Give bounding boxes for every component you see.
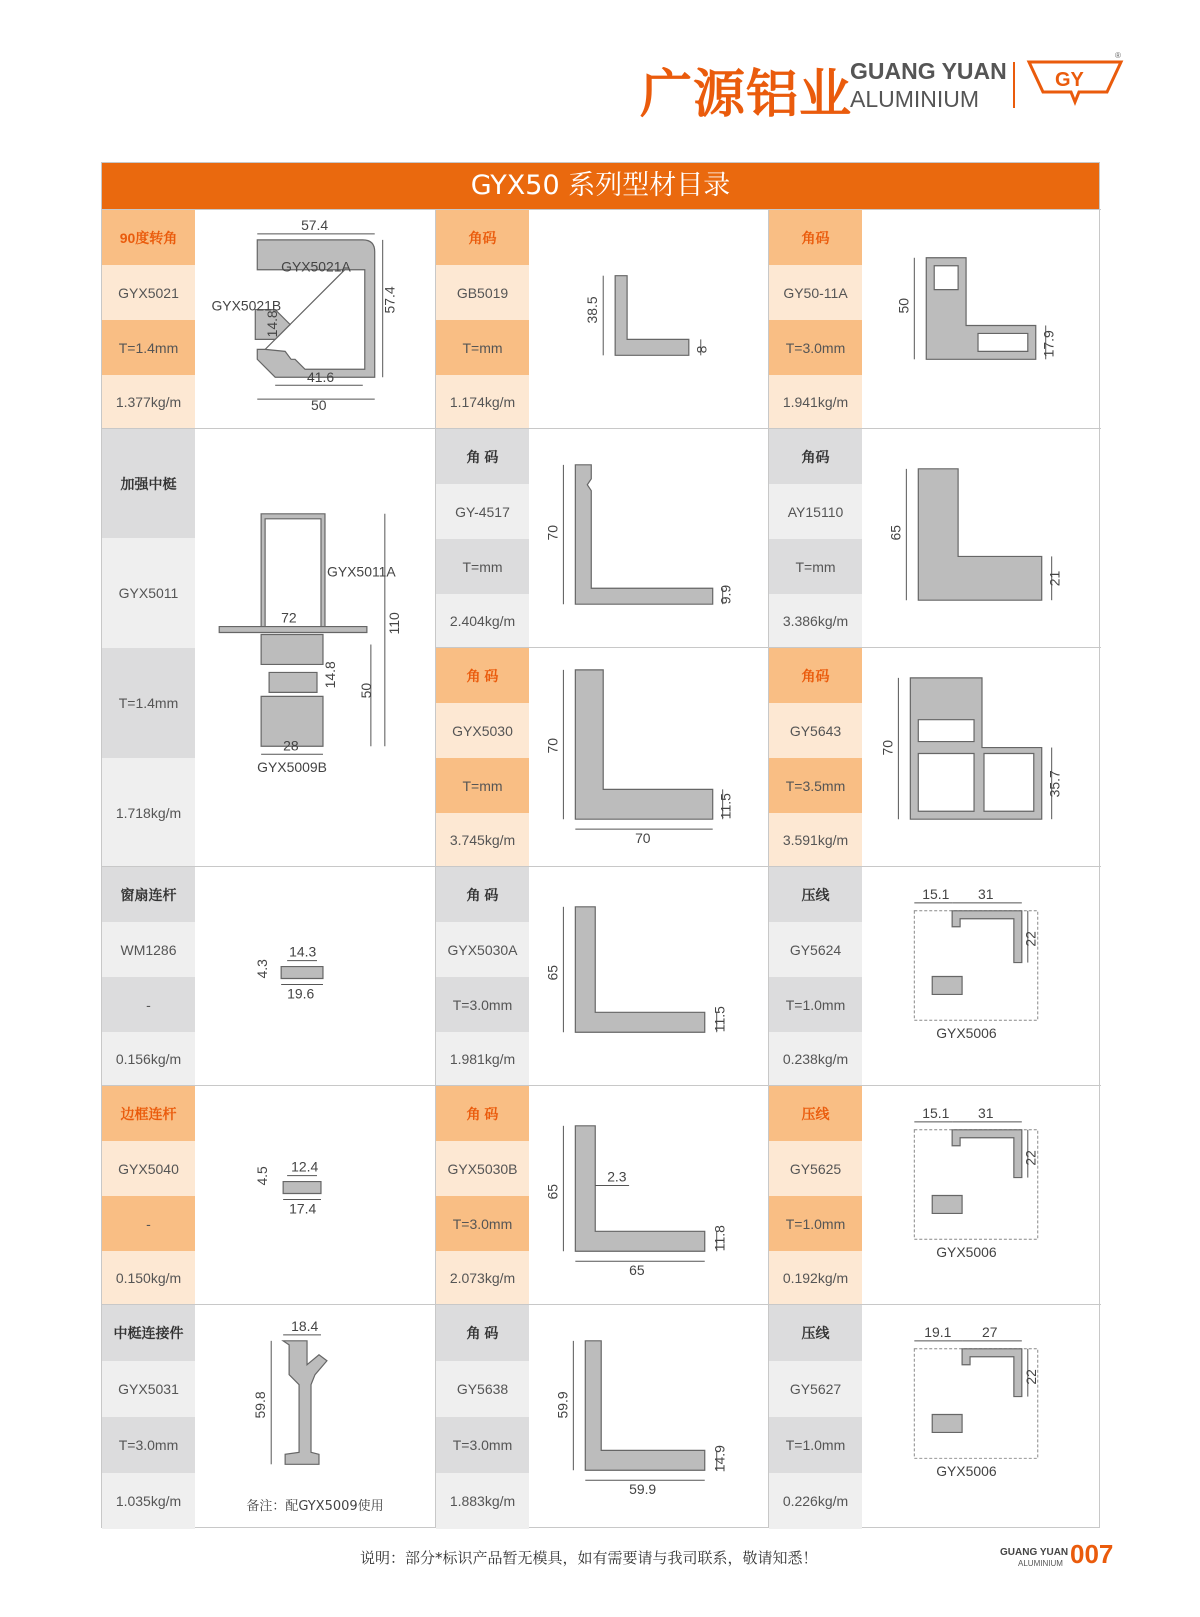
dim-label: GYX5006	[936, 1244, 997, 1261]
profile-thickness: T=mm	[769, 539, 862, 594]
profile-note: 备注：配GYX5009使用	[246, 1499, 384, 1514]
dim-label: 59.9	[554, 1391, 571, 1419]
dim-label: 72	[281, 609, 297, 626]
profile-drawing	[862, 210, 1102, 428]
profile-drawing	[862, 1305, 1102, 1528]
dim-label: 41.6	[307, 369, 335, 386]
profile-drawing	[529, 210, 769, 428]
catalog-table	[101, 162, 1100, 1528]
profile-name: 角 码	[436, 867, 529, 922]
dim-label: 59.9	[629, 1481, 657, 1498]
dim-label: 11.8	[711, 1225, 728, 1252]
dim-label: 4.3	[254, 959, 271, 979]
dim-label: 57.4	[381, 286, 398, 314]
profile-thickness: T=3.0mm	[102, 1417, 195, 1473]
profile-name: 角 码	[436, 648, 529, 703]
profile-thickness: T=mm	[436, 320, 529, 375]
dim-label: 8	[693, 345, 710, 354]
registered-mark: ®	[1115, 52, 1121, 60]
dim-label: 59.8	[252, 1391, 269, 1419]
profile-name: 角码	[769, 648, 862, 703]
dim-label: 15.1	[922, 885, 950, 902]
dim-label: 70	[879, 740, 896, 756]
dim-label: 4.5	[254, 1166, 271, 1186]
dim-label: 15.1	[922, 1104, 950, 1121]
logo-text: GY	[1055, 69, 1084, 91]
profile-drawing	[862, 1086, 1102, 1304]
profile-code: GY50-11A	[769, 265, 862, 320]
catalog-cell-corner-gy5638	[435, 1304, 768, 1528]
profile-drawing	[862, 429, 1102, 647]
dim-label: 11.5	[711, 1006, 728, 1033]
profile-drawing	[195, 429, 435, 866]
profile-name: 角 码	[436, 1086, 529, 1141]
profile-name: 压线	[769, 867, 862, 922]
brand-divider	[1013, 62, 1015, 108]
profile-weight: 1.883kg/m	[436, 1473, 529, 1529]
brand-logo-icon	[1025, 52, 1125, 112]
dim-label: 14.3	[289, 943, 317, 960]
footer-brand-line2: ALUMINIUM	[1018, 1559, 1063, 1568]
dim-label: 12.4	[291, 1158, 319, 1175]
profile-thickness: -	[102, 1196, 195, 1251]
profile-drawing	[195, 1086, 435, 1304]
profile-name: 加强中梃	[102, 429, 195, 538]
dim-label: 14.8	[264, 310, 281, 338]
profile-code: AY15110	[769, 484, 862, 539]
profile-weight: 0.156kg/m	[102, 1032, 195, 1086]
catalog-title: GYX50 系列型材目录	[102, 163, 1099, 209]
dim-label: GYX5021A	[281, 258, 351, 275]
dim-label: 22	[1022, 1369, 1039, 1385]
profile-code: WM1286	[102, 922, 195, 977]
profile-weight: 3.386kg/m	[769, 594, 862, 648]
profile-thickness: T=3.0mm	[436, 1196, 529, 1251]
dim-label: GYX5006	[936, 1463, 997, 1480]
dim-label: GYX5011A	[326, 563, 396, 580]
footer-note: 说明：部分*标识产品暂无模具，如有需要请与我司联系，敬请知悉！	[360, 1549, 818, 1567]
dim-label: 31	[978, 1104, 994, 1121]
profile-weight: 3.591kg/m	[769, 813, 862, 867]
profile-drawing	[529, 648, 769, 866]
profile-drawing	[195, 1305, 435, 1528]
profile-name: 角 码	[436, 1305, 529, 1361]
profile-name: 窗扇连杆	[102, 867, 195, 922]
profile-weight: 1.718kg/m	[102, 758, 195, 867]
dim-label: 21	[1046, 570, 1063, 587]
dim-label: 50	[311, 397, 327, 414]
dim-label: GYX5009B	[257, 759, 327, 776]
profile-thickness: -	[102, 977, 195, 1032]
profile-drawing	[529, 867, 769, 1085]
catalog-cell-frame-link-bar	[102, 1085, 435, 1304]
profile-name: 压线	[769, 1086, 862, 1141]
dim-label: 22	[1022, 931, 1039, 947]
profile-code: GY-4517	[436, 484, 529, 539]
profile-code: GYX5030	[436, 703, 529, 758]
dim-label: 14.9	[711, 1445, 728, 1473]
dim-label: 70	[635, 830, 651, 847]
dim-label: 65	[544, 964, 561, 981]
dim-label: GYX5006	[936, 1025, 997, 1042]
profile-thickness: T=1.0mm	[769, 977, 862, 1032]
dim-label: 35.7	[1046, 770, 1063, 798]
catalog-cell-sash-link-bar	[102, 866, 435, 1085]
catalog-cell-corner-gy5643	[768, 647, 1101, 866]
dim-label: 22	[1022, 1150, 1039, 1166]
profile-thickness: T=1.4mm	[102, 320, 195, 375]
catalog-cell-corner-ay15110	[768, 428, 1101, 647]
footer-brand-line1: GUANG YUAN	[1000, 1547, 1069, 1558]
catalog-cell-glazing-bead-gy5624	[768, 866, 1101, 1085]
dim-label: 65	[887, 524, 904, 541]
catalog-cell-corner-gy5011a	[768, 209, 1101, 428]
profile-weight: 1.981kg/m	[436, 1032, 529, 1086]
catalog-cell-corner-gb5019	[435, 209, 768, 428]
profile-drawing	[862, 867, 1102, 1085]
dim-label: 50	[895, 298, 912, 314]
profile-weight: 0.192kg/m	[769, 1251, 862, 1305]
profile-weight: 1.035kg/m	[102, 1473, 195, 1529]
profile-name: 压线	[769, 1305, 862, 1361]
catalog-cell-corner-gyx5030b	[435, 1085, 768, 1304]
brand-header	[640, 52, 1121, 125]
profile-code: GY5643	[769, 703, 862, 758]
dim-label: 31	[978, 885, 994, 902]
profile-drawing	[529, 1305, 769, 1528]
profile-thickness: T=1.4mm	[102, 648, 195, 758]
profile-weight: 2.404kg/m	[436, 594, 529, 648]
profile-name: 角码	[769, 429, 862, 484]
profile-name: 90度转角	[102, 210, 195, 265]
profile-code: GYX5040	[102, 1141, 195, 1196]
catalog-cell-reinforced-mullion	[102, 428, 435, 866]
catalog-cell-glazing-bead-gy5627	[768, 1304, 1101, 1528]
dim-label: 18.4	[291, 1317, 319, 1334]
profile-thickness: T=3.0mm	[436, 1417, 529, 1473]
profile-weight: 3.745kg/m	[436, 813, 529, 867]
profile-thickness: T=3.0mm	[769, 320, 862, 375]
profile-weight: 2.073kg/m	[436, 1251, 529, 1305]
profile-weight: 0.238kg/m	[769, 1032, 862, 1086]
profile-thickness: T=1.0mm	[769, 1196, 862, 1251]
dim-label: 70	[544, 524, 561, 541]
profile-drawing	[195, 210, 435, 428]
profile-name: 角码	[436, 210, 529, 265]
brand-name-cn: 广源铝业	[640, 65, 853, 125]
profile-code: GYX5021	[102, 265, 195, 320]
profile-name: 角码	[769, 210, 862, 265]
profile-name: 中梃连接件	[102, 1305, 195, 1361]
dim-label: 38.5	[584, 296, 601, 324]
dim-label: 14.8	[321, 661, 338, 689]
profile-drawing	[195, 867, 435, 1085]
profile-code: GYX5011	[102, 538, 195, 648]
catalog-cell-corner-gy4517	[435, 428, 768, 647]
profile-thickness: T=mm	[436, 539, 529, 594]
catalog-cell-90-corner	[102, 209, 435, 428]
dim-label: 110	[385, 612, 402, 635]
profile-code: GY5627	[769, 1361, 862, 1417]
dim-label: GYX5021B	[211, 297, 282, 314]
profile-thickness: T=1.0mm	[769, 1417, 862, 1473]
dim-label: 57.4	[301, 216, 329, 233]
dim-label: 65	[629, 1262, 645, 1279]
profile-code: GYX5031	[102, 1361, 195, 1417]
dim-label: 19.6	[287, 985, 315, 1002]
profile-code: GY5625	[769, 1141, 862, 1196]
brand-name-en-line2: ALUMINIUM	[850, 86, 980, 112]
dim-label: 17.9	[1040, 330, 1057, 358]
dim-label: 50	[357, 682, 374, 699]
profile-name: 角 码	[436, 429, 529, 484]
catalog-cell-corner-gyx5030	[435, 647, 768, 866]
profile-code: GYX5030B	[436, 1141, 529, 1196]
dim-label: 2.3	[607, 1168, 627, 1185]
page-number: 007	[1070, 1539, 1114, 1569]
profile-code: GYX5030A	[436, 922, 529, 977]
profile-name: 边框连杆	[102, 1086, 195, 1141]
profile-drawing	[862, 648, 1102, 866]
profile-thickness: T=3.0mm	[436, 977, 529, 1032]
profile-weight: 0.150kg/m	[102, 1251, 195, 1305]
profile-code: GB5019	[436, 265, 529, 320]
profile-thickness: T=3.5mm	[769, 758, 862, 813]
catalog-cell-glazing-bead-gy5625	[768, 1085, 1101, 1304]
dim-label: 17.4	[289, 1200, 317, 1217]
dim-label: 27	[982, 1323, 998, 1340]
dim-label: 28	[283, 737, 299, 754]
profile-drawing	[529, 1086, 769, 1304]
brand-name-en-line1: GUANG YUAN	[850, 58, 1007, 84]
dim-label: 65	[544, 1183, 561, 1200]
profile-weight: 1.941kg/m	[769, 375, 862, 429]
profile-code: GY5638	[436, 1361, 529, 1417]
profile-thickness: T=mm	[436, 758, 529, 813]
profile-weight: 1.174kg/m	[436, 375, 529, 429]
dim-label: 11.5	[717, 793, 734, 820]
catalog-cell-corner-gyx5030a	[435, 866, 768, 1085]
profile-weight: 0.226kg/m	[769, 1473, 862, 1529]
profile-drawing	[529, 429, 769, 647]
catalog-cell-mullion-connector	[102, 1304, 435, 1528]
profile-weight: 1.377kg/m	[102, 375, 195, 429]
dim-label: 70	[544, 738, 561, 754]
dim-label: 19.1	[924, 1323, 952, 1340]
dim-label: 9.9	[717, 584, 734, 605]
profile-code: GY5624	[769, 922, 862, 977]
